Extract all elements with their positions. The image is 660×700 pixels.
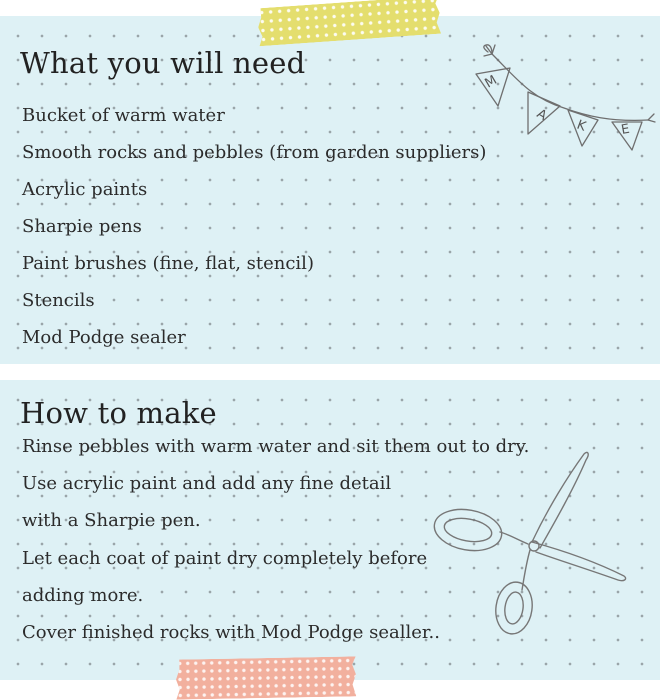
supply-item: Sharpie pens — [22, 216, 142, 237]
step-line: Let each coat of paint dry completely before — [22, 547, 428, 569]
dot-grid-strip — [0, 688, 660, 700]
supply-item: Paint brushes (fine, flat, stencil) — [22, 253, 314, 274]
make-heading: How to make — [20, 396, 217, 430]
step-line: Use acrylic paint and add any fine detail — [22, 473, 392, 495]
step-line: Rinse pebbles with warm water and sit them out to dry. — [22, 436, 530, 457]
bunting-letter: K — [574, 117, 588, 135]
bunting-letter: A — [534, 106, 550, 124]
supply-item: Stencils — [22, 290, 95, 311]
supplies-list — [22, 102, 486, 361]
bunting-letter: E — [620, 121, 631, 138]
supply-item: Smooth rocks and pebbles (from garden suppliers) — [22, 142, 487, 163]
scissors-icon — [428, 448, 628, 638]
supply-item: Mod Podge sealer — [22, 327, 186, 348]
need-heading: What you will need — [20, 46, 306, 80]
supply-item: Bucket of warm water — [22, 105, 225, 126]
bunting-icon — [476, 38, 656, 158]
what-you-will-need-card — [0, 16, 660, 364]
step-line: Cover finished rocks with Mod Podge sealler.. — [22, 621, 440, 643]
step-line: adding more. — [22, 584, 144, 606]
bunting-letter: M — [482, 72, 500, 92]
step-line: with a Sharpie pen. — [22, 510, 201, 532]
supply-item: Acrylic paints — [22, 179, 148, 200]
